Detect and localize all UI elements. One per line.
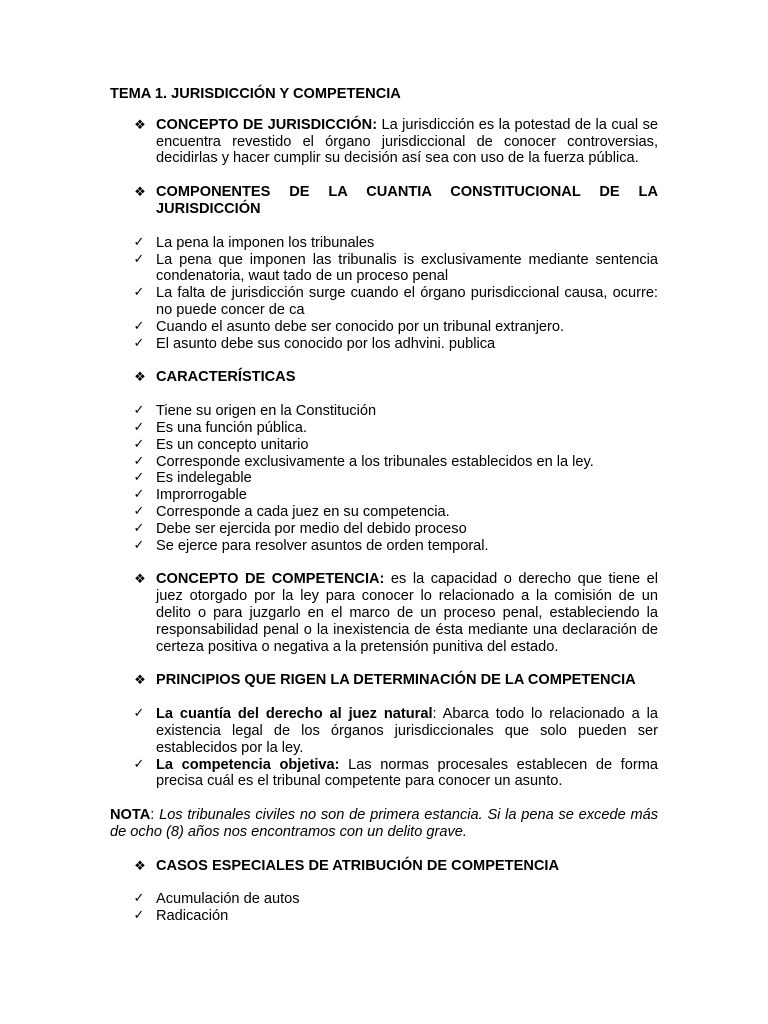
check-bullet-icon: ✓	[133, 520, 145, 536]
caracteristicas-heading: CARACTERÍSTICAS	[156, 369, 296, 386]
nota-label: NOTA	[110, 807, 151, 824]
check-bullet-icon: ✓	[133, 335, 145, 351]
check-bullet-icon: ✓	[133, 706, 145, 722]
check-bullet-icon: ✓	[133, 470, 145, 486]
check-bullet-icon: ✓	[133, 234, 145, 250]
list-item	[110, 891, 658, 908]
concepto-competencia-section	[110, 571, 658, 655]
caracteristicas-list	[110, 403, 658, 554]
list-item-text: La falta de jurisdicción surge cuando el órgano purisdiccional causa, ocurre: no puede concer de ca	[156, 285, 658, 318]
list-item-text: La pena que imponen las tribunalis is exclusivamente mediante sentencia condenatoria, waut tado de un proceso penal	[156, 251, 658, 285]
principios-heading: PRINCIPIOS QUE RIGEN LA DETERMINACIÓN DE LA COMPETENCIA	[156, 672, 636, 689]
principio-label: La cuantía del derecho al juez natural	[156, 706, 433, 723]
list-item	[110, 319, 658, 336]
list-item	[110, 454, 658, 471]
principio-text: Las normas procesales establecen de forma precisa cuál es el tribunal competente para conocer un asunto.	[156, 756, 658, 790]
list-item	[110, 487, 658, 504]
check-bullet-icon: ✓	[133, 537, 145, 553]
check-bullet-icon: ✓	[133, 891, 145, 907]
principio-label: La competencia objetiva:	[156, 756, 340, 773]
list-item	[110, 336, 658, 353]
list-item-text: Es indelegable	[156, 470, 252, 487]
diamond-bullet-icon: ❖	[134, 571, 146, 587]
componentes-list	[110, 235, 658, 353]
diamond-bullet-icon: ❖	[134, 184, 146, 200]
list-item	[110, 235, 658, 252]
list-item	[110, 521, 658, 538]
list-item-text: Cuando el asunto debe ser conocido por un tribunal extranjero.	[156, 318, 565, 335]
principios-list	[110, 706, 658, 790]
nota-separator: :	[150, 807, 160, 824]
check-bullet-icon: ✓	[133, 908, 145, 924]
casos-especiales-list	[110, 891, 658, 925]
concepto-competencia-text: es la capacidad o derecho que tiene el juez otorgado por la ley para conocer lo relacionado a la comisión de un delito o para juzgarlo en el marco de un proceso penal, estableciendo la responsabilidad penal o la inexistencia de ésta mediante una declaración de certeza positiva o negativa a la pretensión punitiva del estado.	[156, 571, 658, 655]
diamond-bullet-icon: ❖	[134, 672, 146, 688]
list-item-text: Radicación	[156, 908, 229, 925]
concepto-jurisdiccion-label: CONCEPTO DE JURISDICCIÓN:	[156, 116, 378, 133]
diamond-bullet-icon: ❖	[134, 116, 146, 132]
caracteristicas-heading-section	[110, 369, 658, 386]
diamond-bullet-icon: ❖	[134, 369, 146, 385]
check-bullet-icon: ✓	[133, 487, 145, 503]
concepto-jurisdiccion-section	[110, 117, 658, 167]
check-bullet-icon: ✓	[133, 419, 145, 435]
check-bullet-icon: ✓	[133, 436, 145, 452]
list-item-text: Se ejerce para resolver asuntos de orden temporal.	[156, 537, 489, 554]
list-item	[110, 285, 658, 319]
list-item	[110, 420, 658, 437]
check-bullet-icon: ✓	[133, 756, 145, 772]
list-item	[110, 706, 658, 756]
list-item-text: Acumulación de autos	[156, 891, 300, 908]
principio-text: : Abarca todo lo relacionado a la existencia legal de los órganos jurisdiccionales que solo pueden ser establecidos por la ley.	[156, 706, 658, 756]
list-item	[110, 437, 658, 454]
list-item-text: El asunto debe sus conocido por los adhvini. publica	[156, 335, 496, 352]
concepto-jurisdiccion-text: La jurisdicción es la potestad de la cual se encuentra revestido el órgano jurisdiccional de conocer controversias, decidirlas y hacer cumplir su decisión así sea con uso de la fuerza pública.	[156, 116, 658, 167]
concepto-competencia-label: CONCEPTO DE COMPETENCIA:	[156, 571, 385, 588]
check-bullet-icon: ✓	[133, 318, 145, 334]
list-item	[110, 470, 658, 487]
list-item	[110, 538, 658, 555]
componentes-heading-section	[110, 184, 658, 218]
list-item-text: Es un concepto unitario	[156, 436, 309, 453]
list-item-text: La pena la imponen los tribunales	[156, 234, 375, 251]
list-item-text: Tiene su origen en la Constitución	[156, 403, 377, 420]
diamond-bullet-icon: ❖	[134, 857, 146, 873]
list-item-text: Es una función pública.	[156, 419, 307, 436]
componentes-heading: COMPONENTES DE LA CUANTIA CONSTITUCIONAL DE LA JURISDICCIÓN	[156, 184, 658, 217]
document-title: TEMA 1. JURISDICCIÓN Y COMPETENCIA	[110, 86, 401, 102]
list-item-text: Corresponde exclusivamente a los tribunales establecidos en la ley.	[156, 453, 594, 470]
check-bullet-icon: ✓	[133, 251, 145, 267]
check-bullet-icon: ✓	[133, 403, 145, 419]
list-item	[110, 252, 658, 286]
document-page	[110, 86, 658, 925]
principios-heading-section	[110, 672, 658, 689]
nota-text: Los tribunales civiles no son de primera estancia. Si la pena se excede más de ocho (8) años nos encontramos con un delito grave.	[110, 807, 659, 840]
list-item	[110, 504, 658, 521]
check-bullet-icon: ✓	[133, 453, 145, 469]
nota-paragraph	[110, 807, 658, 841]
list-item	[110, 403, 658, 420]
list-item	[110, 757, 658, 791]
list-item-text: Corresponde a cada juez en su competencia.	[156, 503, 450, 520]
casos-especiales-heading-section	[110, 858, 658, 875]
casos-especiales-heading: CASOS ESPECIALES DE ATRIBUCIÓN DE COMPETENCIA	[156, 857, 559, 874]
list-item	[110, 908, 658, 925]
list-item-text: Debe ser ejercida por medio del debido proceso	[156, 520, 467, 537]
check-bullet-icon: ✓	[133, 285, 145, 301]
list-item-text: Improrrogable	[156, 487, 247, 504]
check-bullet-icon: ✓	[133, 503, 145, 519]
